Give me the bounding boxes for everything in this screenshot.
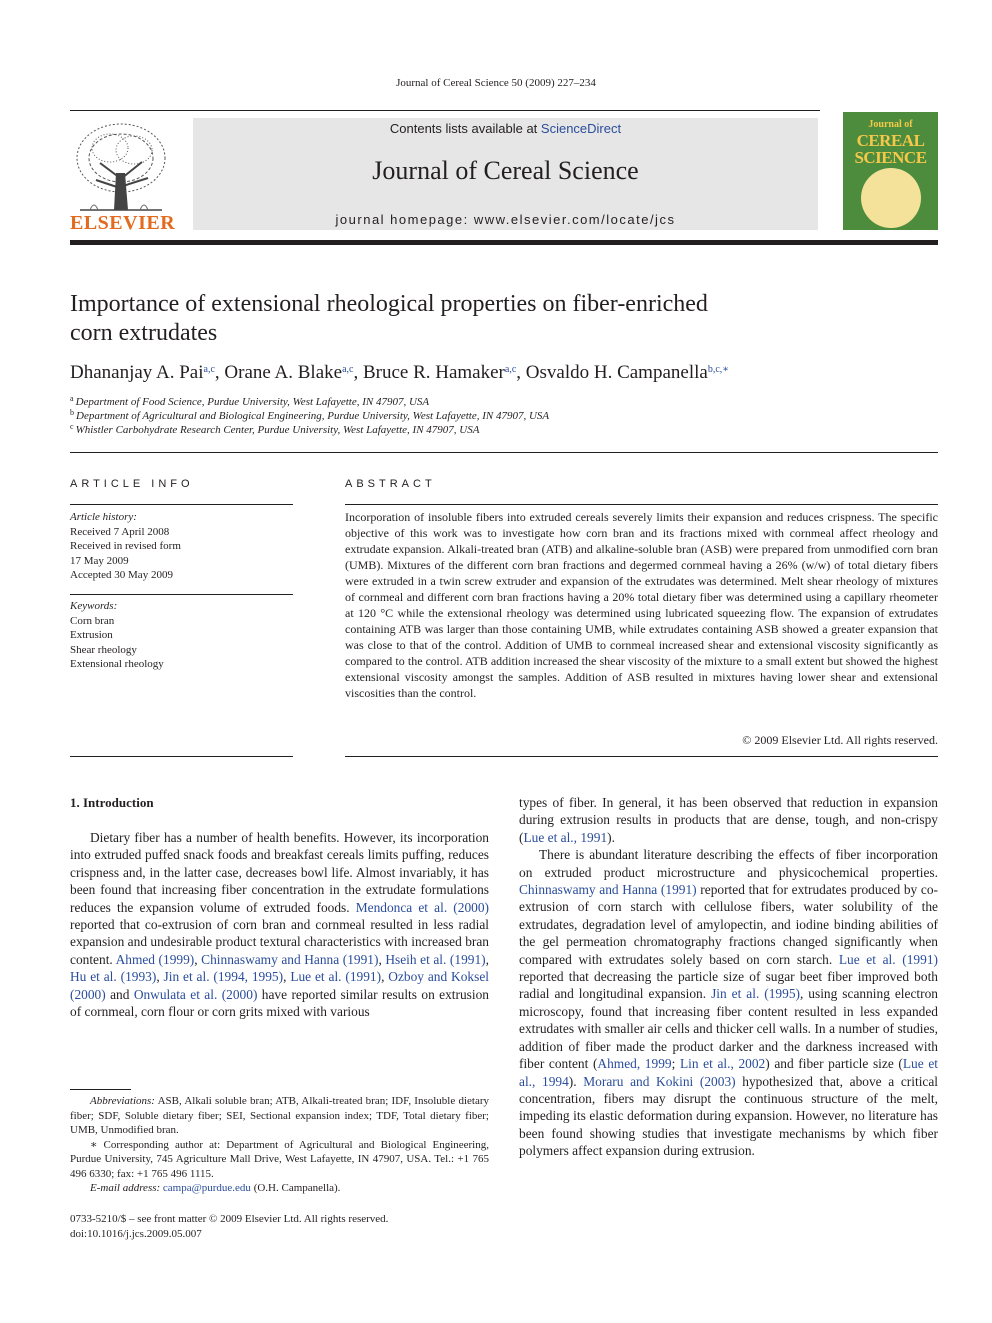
intro-paragraph-1 (70, 829, 489, 1020)
body-text-run: reported that co-extrusion of corn bran and cornmeal resulted in less radial expansion and undesirable product textural characteristics with increased bran content. (70, 917, 489, 967)
affil-text: Department of Food Science, Purdue University, West Lafayette, IN 47907, USA (75, 396, 430, 408)
body-text-run: Dietary fiber has a number of health benefits. However, its incorporation into extruded puffed snack foods and breakfast cereals limits puffing, reduces crispness and, in the latter case, decreases bowl life. Almost invariably, it has been found that increasing fiber concentration in the extrudate formulations reduces the expansion volume of extruded foods. (70, 830, 489, 915)
journal-homepage[interactable]: journal homepage: www.elsevier.com/locate/jcs (335, 212, 676, 227)
cover-title-line-3: SCIENCE (854, 148, 927, 167)
intro-left-column (70, 829, 489, 1020)
body-text-run: , using scanning electron microscopy, found that increasing fiber content resulted in less expanded extrudates with smaller air cells and thicker cell walls. In a number of studies, addition of fiber made the product darker and the darkness increased with fiber content ( (519, 986, 938, 1072)
contents-line (193, 121, 818, 136)
body-text-run: There is abundant literature describing the effects of fiber incorporation on extruded product microstructure and physicochemical properties. (519, 847, 938, 880)
journal-cover (843, 112, 938, 230)
body-text-run: ). (568, 1073, 584, 1089)
article-info-heading: ARTICLE INFO (70, 478, 194, 490)
body-text-run: , (194, 951, 202, 967)
info-rule (70, 594, 293, 595)
email-footnote (70, 1181, 489, 1196)
affil-text: Department of Agricultural and Biological Engineering, Purdue University, West Lafayette, IN 47907, USA (76, 410, 550, 422)
body-text-run: , (381, 969, 389, 985)
issn-line: 0733-5210/$ – see front matter © 2009 Elsevier Ltd. All rights reserved. (70, 1213, 389, 1225)
author-name: Dhananjay A. Pai (70, 362, 204, 383)
body-text-run: , (378, 951, 386, 967)
body-text-run: ; (671, 1056, 680, 1072)
author-name: Osvaldo H. Campanella (525, 362, 708, 383)
citation-link[interactable]: Onwulata et al. (2000) (133, 986, 258, 1002)
history-label: Article history: (70, 511, 137, 523)
journal-name: Journal of Cereal Science (372, 156, 639, 185)
affiliation-rule (70, 452, 938, 453)
affil-mark: b (70, 408, 74, 417)
info-rule (70, 756, 293, 757)
header-rule (70, 110, 820, 111)
body-text-run: , (156, 969, 164, 985)
abstract-rule (345, 756, 938, 757)
history-item: Received in revised form (70, 540, 181, 552)
author-list (70, 362, 938, 384)
author-affil-marker[interactable]: b,c,∗ (707, 364, 730, 375)
citation-link[interactable]: Jin et al. (1995) (711, 986, 800, 1002)
author-affil-marker[interactable]: a,c (504, 364, 517, 375)
abstract-heading: ABSTRACT (345, 478, 436, 490)
introduction-heading: 1. Introduction (70, 795, 154, 810)
citation-link[interactable]: Chinnaswamy and Hanna (1991) (519, 882, 697, 898)
affil-text: Whistler Carbohydrate Research Center, Purdue University, West Lafayette, IN 47907, USA (75, 424, 480, 436)
abbreviations-text: ASB, Alkali soluble bran; ATB, Alkali-treated bran; IDF, Insoluble dietary fiber; SDF, Soluble dietary fiber; SEI, Sectional expansion index; TDF, Total dietary fiber; UMB, Unmodified bran. (70, 1095, 489, 1136)
affiliation-a (70, 396, 429, 408)
title-line-1: Importance of extensional rheological properties on fiber-enriched (70, 291, 708, 317)
affil-mark: c (70, 422, 74, 431)
keyword: Extensional rheology (70, 658, 164, 670)
email-link[interactable]: campa@purdue.edu (162, 1182, 251, 1194)
citation-link[interactable]: Mendonca et al. (2000) (355, 899, 489, 915)
author-separator: , (214, 362, 225, 383)
keywords (70, 599, 293, 672)
affiliation-c (70, 424, 479, 436)
body-text-run: ). (607, 829, 615, 845)
citation-link[interactable]: Lue et al., 1991 (523, 829, 608, 845)
citation-link[interactable]: Jin et al. (1994, 1995) (163, 969, 284, 985)
author-separator: , (353, 362, 363, 383)
doi-link[interactable]: doi:10.1016/j.jcs.2009.05.007 (70, 1227, 202, 1240)
keyword: Corn bran (70, 614, 115, 627)
abstract-rule (345, 504, 938, 505)
body-text-run: , (283, 969, 291, 985)
citation-link[interactable]: Lue et al. (1991) (838, 951, 938, 967)
keyword: Extrusion (70, 629, 113, 641)
citation-link[interactable]: Hu et al. (1993) (70, 969, 157, 985)
body-text-run: , (485, 951, 489, 967)
body-text-run: reported that decreasing the particle size of sugar beet fiber improved both radial and longitudinal expansion. (519, 969, 938, 1002)
body-text-run: types of fiber. In general, it has been observed that reduction in expansion during extrusion results in products that are dense, tough, and non-crispy ( (519, 795, 938, 845)
corresponding-footnote: ∗ Corresponding author at: Department of Agricultural and Biological Engineering, Purdue University, 745 Agriculture Mall Drive, West Lafayette, IN 47907, USA. Tel.: +1 765 496 6330; fax: +1 765 496 1115. (70, 1138, 489, 1180)
article-history (70, 510, 293, 583)
info-rule (70, 504, 293, 505)
body-text-run: have reported similar results on extrusion of cornmeal, corn flour or corn grits mixed with various (70, 986, 489, 1020)
author-affil-marker[interactable]: a,c (203, 364, 215, 375)
author-separator: , (516, 362, 526, 383)
citation-link[interactable]: Lue et al. (1991) (290, 969, 382, 985)
publisher-wordmark[interactable]: ELSEVIER (70, 212, 176, 234)
abbreviations-label: Abbreviations: (90, 1095, 155, 1107)
cover-wheat-image (861, 168, 921, 228)
abstract-copyright: © 2009 Elsevier Ltd. All rights reserved. (742, 733, 938, 747)
abstract-text: Incorporation of insoluble fibers into extruded cereals severely limits their expansion and reduces crispness. The specific objective of this work was to investigate how corn bran and its fractions mixed with cornmeal affect rheology and extrudate expansion. Alkali-treated bran (ATB) and alkaline-soluble bran (ASB) were prepared from unmodified corn bran (UMB). Mixtures of the different corn bran fractions and degermed cornmeal having a 26% (w/w) of total dietary fibers were extruded in a twin screw extruder and expansion of the extrudates was determined. Melt shear rheology of mixtures of cornmeal and different corn bran fractions having a 20% total dietary fiber was determined using a capillary rheometer at 120 °C while the extensional rheology was determined using lubricated squeezing flow. The expansion of extrudates containing ATB was larger than those containing UMB, while extrudates containing ASB showed a greater expansion that was close to that of the control. Addition of UMB to cornmeal increased shear and extensional viscosity significantly as compared to the control. ATB addition increased the shear viscosity of the mixture to a small extent but showed the highest extensional viscosity amongst the samples. Addition of ASB resulted in mixtures having lower shear and extensional viscosities than the control. (345, 510, 938, 700)
citation-link[interactable]: Lin et al., 2002 (679, 1056, 766, 1072)
author-name: Bruce R. Hamaker (362, 362, 505, 383)
cover-title-line-1: Journal of (868, 119, 913, 130)
title-line-2: corn extrudates (70, 320, 218, 346)
intro-right-column (519, 794, 938, 1160)
author-affil-marker[interactable]: a,c (342, 364, 354, 375)
abbreviations-footnote (70, 1094, 489, 1138)
body-text-run: hypothesized that, above a critical concentration, fibers may disrupt the continuous structure of the melt, impeding its elastic deformation during expansion. However, no literature has been found showing studies that investigate mechanisms by which fiber polymers affect expansion during extrusion. (519, 1073, 939, 1159)
history-item: Accepted 30 May 2009 (70, 569, 173, 581)
history-item: 17 May 2009 (70, 554, 129, 567)
masthead-thick-rule (70, 240, 938, 245)
citation-link[interactable]: Hseih et al. (1991) (385, 951, 486, 967)
affiliation-b (70, 410, 549, 422)
email-owner: (O.H. Campanella). (250, 1182, 341, 1194)
sciencedirect-link[interactable]: ScienceDirect (540, 121, 622, 136)
intro-paragraph-1-cont (519, 794, 938, 846)
intro-paragraph-2 (519, 846, 938, 1159)
article-title (70, 290, 830, 348)
citation-link[interactable]: Chinnaswamy and Hanna (1991) (201, 951, 379, 967)
citation-link[interactable]: Lue et al., 1994 (519, 1056, 938, 1089)
contents-prefix: Contents lists available at (389, 121, 541, 136)
running-head: Journal of Cereal Science 50 (2009) 227–234 (396, 77, 596, 89)
history-item: Received 7 April 2008 (70, 525, 170, 538)
body-text-run: and (105, 986, 134, 1002)
cover-title (843, 118, 938, 166)
citation-link[interactable]: Ahmed, 1999 (597, 1056, 672, 1072)
keyword: Shear rheology (70, 643, 137, 656)
citation-link[interactable]: Moraru and Kokini (2003) (583, 1073, 736, 1089)
affil-mark: a (70, 394, 74, 403)
journal-masthead (193, 118, 818, 230)
citation-link[interactable]: Ozboy and Koksel (2000) (70, 969, 489, 1002)
keywords-label: Keywords: (70, 600, 118, 612)
body-text-run: reported that for extrudates produced by co-extrusion of corn starch with cellulose fibers, water solubility of the extrudates, degradation level of amylopectin, and iodine binding abilities of the gel permeation chromatography fractions changed significantly when compared with extrudates solely based on corn starch. (519, 882, 938, 967)
front-matter (70, 1212, 489, 1241)
cover-title-line-2: CEREAL (856, 131, 925, 150)
footnotes (70, 1094, 489, 1196)
email-label: E-mail address: (90, 1182, 161, 1194)
author-name: Orane A. Blake (224, 362, 343, 383)
body-text-run: ) and fiber particle size ( (765, 1056, 903, 1072)
footnote-rule (70, 1089, 131, 1090)
citation-link[interactable]: Ahmed (1999) (115, 951, 195, 967)
